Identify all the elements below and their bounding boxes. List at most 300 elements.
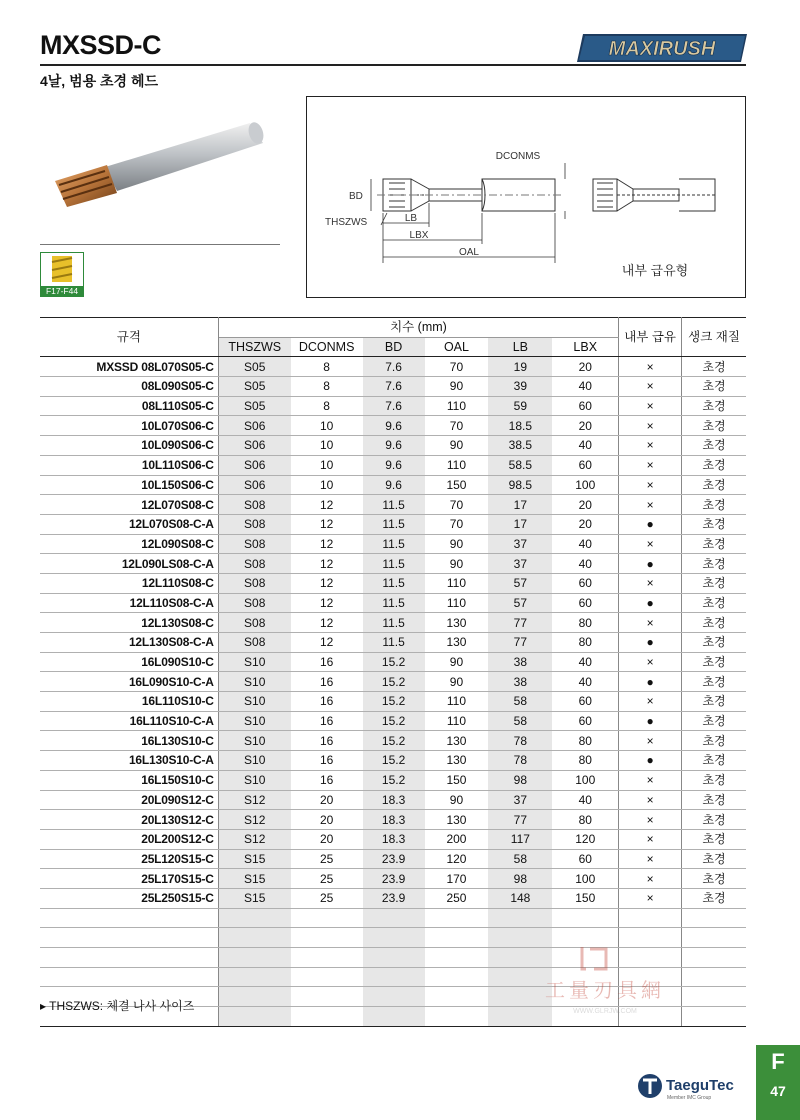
empty-cell [619, 908, 682, 928]
cell-model: 12L070S08-C [40, 495, 218, 515]
table-row [40, 534, 746, 554]
cell-model: 20L200S12-C [40, 829, 218, 849]
table-row [40, 357, 746, 377]
cell-coolant: ● [619, 633, 682, 653]
cell-model: 25L170S15-C [40, 869, 218, 889]
cell-bd: 7.6 [363, 377, 425, 397]
table-row [40, 692, 746, 712]
cell-model: 12L130S08-C-A [40, 633, 218, 653]
cell-shank: 초경 [682, 554, 746, 574]
cell-lb: 117 [488, 829, 552, 849]
cell-coolant: ● [619, 672, 682, 692]
cell-model: 12L110S08-C [40, 573, 218, 593]
cell-lbx: 60 [552, 396, 618, 416]
cell-dconms: 10 [291, 416, 363, 436]
cell-model: MXSSD 08L070S05-C [40, 357, 218, 377]
cell-bd: 9.6 [363, 475, 425, 495]
empty-cell [40, 928, 218, 948]
cell-bd: 11.5 [363, 514, 425, 534]
tool-image [45, 115, 275, 210]
cell-lbx: 60 [552, 573, 618, 593]
th-bd: BD [363, 337, 425, 357]
dimension-drawing [307, 97, 745, 297]
cell-lbx: 80 [552, 751, 618, 771]
cell-lb: 58.5 [488, 455, 552, 475]
cell-thszws: S08 [218, 613, 290, 633]
cell-shank: 초경 [682, 652, 746, 672]
cell-shank: 초경 [682, 711, 746, 731]
divider [40, 244, 280, 245]
cell-shank: 초경 [682, 888, 746, 908]
cell-shank: 초경 [682, 849, 746, 869]
cell-bd: 15.2 [363, 652, 425, 672]
cell-lbx: 40 [552, 652, 618, 672]
empty-cell [363, 928, 425, 948]
cell-bd: 11.5 [363, 534, 425, 554]
cell-bd: 7.6 [363, 396, 425, 416]
cell-dconms: 12 [291, 554, 363, 574]
cell-shank: 초경 [682, 672, 746, 692]
th-dconms: DCONMS [298, 340, 355, 355]
cell-bd: 11.5 [363, 593, 425, 613]
cell-thszws: S05 [218, 396, 290, 416]
cell-thszws: S06 [218, 416, 290, 436]
table-row [40, 711, 746, 731]
cell-oal: 70 [425, 357, 489, 377]
cell-thszws: S08 [218, 514, 290, 534]
empty-cell [218, 1007, 290, 1027]
table-row [40, 416, 746, 436]
cell-coolant: × [619, 455, 682, 475]
cell-shank: 초경 [682, 396, 746, 416]
cell-oal: 130 [425, 633, 489, 653]
watermark-chars: 工量刃具網 [545, 978, 665, 1002]
cell-coolant: × [619, 652, 682, 672]
table-row [40, 396, 746, 416]
cell-shank: 초경 [682, 514, 746, 534]
cell-lbx: 40 [552, 790, 618, 810]
cell-bd: 15.2 [363, 770, 425, 790]
cell-model: 16L150S10-C [40, 770, 218, 790]
cell-coolant: × [619, 810, 682, 830]
empty-cell [218, 967, 290, 987]
cell-coolant: × [619, 849, 682, 869]
empty-cell [425, 908, 489, 928]
empty-cell [682, 967, 746, 987]
empty-cell [291, 948, 363, 968]
cell-oal: 130 [425, 731, 489, 751]
table-row [40, 652, 746, 672]
empty-cell [40, 967, 218, 987]
cell-lbx: 40 [552, 554, 618, 574]
cell-lb: 77 [488, 633, 552, 653]
table-row [40, 731, 746, 751]
cell-dconms: 16 [291, 652, 363, 672]
section-letter: F [771, 1049, 785, 1074]
cell-thszws: S10 [218, 711, 290, 731]
cell-dconms: 12 [291, 593, 363, 613]
cell-oal: 200 [425, 829, 489, 849]
watermark-url: WWW.GLRJW.COM [573, 1008, 637, 1015]
empty-cell [682, 1007, 746, 1027]
cell-shank: 초경 [682, 692, 746, 712]
cell-dconms: 25 [291, 888, 363, 908]
cell-model: 16L110S10-C-A [40, 711, 218, 731]
table-row [40, 770, 746, 790]
table-row [40, 849, 746, 869]
table-row [40, 475, 746, 495]
cell-dconms: 20 [291, 829, 363, 849]
cell-lbx: 80 [552, 613, 618, 633]
cell-bd: 7.6 [363, 357, 425, 377]
cell-model: 12L130S08-C [40, 613, 218, 633]
cell-shank: 초경 [682, 829, 746, 849]
cell-lbx: 60 [552, 849, 618, 869]
cell-shank: 초경 [682, 593, 746, 613]
cell-lbx: 40 [552, 534, 618, 554]
cell-lb: 38 [488, 672, 552, 692]
cell-dconms: 8 [291, 396, 363, 416]
cell-thszws: S08 [218, 593, 290, 613]
cell-model: 12L070S08-C-A [40, 514, 218, 534]
cell-coolant: ● [619, 554, 682, 574]
cell-model: 10L090S06-C [40, 436, 218, 456]
cell-oal: 110 [425, 711, 489, 731]
th-dims: 치수 (mm) [218, 318, 618, 338]
cell-thszws: S08 [218, 633, 290, 653]
cell-bd: 18.3 [363, 790, 425, 810]
cell-lbx: 40 [552, 436, 618, 456]
empty-cell [682, 908, 746, 928]
cell-oal: 70 [425, 495, 489, 515]
cell-lbx: 20 [552, 495, 618, 515]
cell-coolant: × [619, 534, 682, 554]
cell-dconms: 25 [291, 849, 363, 869]
table-row [40, 790, 746, 810]
cell-shank: 초경 [682, 534, 746, 554]
cell-thszws: S15 [218, 849, 290, 869]
cell-thszws: S12 [218, 829, 290, 849]
th-oal: OAL [443, 340, 469, 355]
cell-model: 08L090S05-C [40, 377, 218, 397]
cell-thszws: S15 [218, 869, 290, 889]
cell-model: 12L090LS08-C-A [40, 554, 218, 574]
cell-lbx: 20 [552, 357, 618, 377]
cell-oal: 250 [425, 888, 489, 908]
empty-cell [291, 908, 363, 928]
table-row [40, 593, 746, 613]
cell-coolant: × [619, 475, 682, 495]
cell-lbx: 120 [552, 829, 618, 849]
cell-dconms: 12 [291, 495, 363, 515]
cell-lb: 98.5 [488, 475, 552, 495]
cell-lbx: 60 [552, 455, 618, 475]
cell-coolant: × [619, 396, 682, 416]
cell-model: 10L110S06-C [40, 455, 218, 475]
cell-model: 10L150S06-C [40, 475, 218, 495]
cell-lb: 57 [488, 593, 552, 613]
cell-lbx: 40 [552, 672, 618, 692]
cell-shank: 초경 [682, 357, 746, 377]
cell-oal: 130 [425, 751, 489, 771]
cell-bd: 15.2 [363, 692, 425, 712]
cell-thszws: S05 [218, 377, 290, 397]
cell-shank: 초경 [682, 475, 746, 495]
cell-lbx: 60 [552, 692, 618, 712]
table-row [40, 495, 746, 515]
cell-dconms: 12 [291, 534, 363, 554]
cell-model: 16L090S10-C-A [40, 672, 218, 692]
th-coolant: 내부 급유 [619, 318, 682, 357]
page-title: MXSSD-C [40, 30, 162, 60]
th-lbx: LBX [573, 340, 598, 355]
cell-oal: 90 [425, 534, 489, 554]
cell-dconms: 10 [291, 475, 363, 495]
cell-coolant: ● [619, 514, 682, 534]
cell-model: 16L090S10-C [40, 652, 218, 672]
cell-dconms: 20 [291, 790, 363, 810]
cell-shank: 초경 [682, 633, 746, 653]
cell-oal: 110 [425, 692, 489, 712]
cell-oal: 90 [425, 554, 489, 574]
cell-model: 12L110S08-C-A [40, 593, 218, 613]
cell-lb: 148 [488, 888, 552, 908]
cell-lbx: 80 [552, 810, 618, 830]
table-row [40, 613, 746, 633]
cell-dconms: 20 [291, 810, 363, 830]
cell-bd: 15.2 [363, 731, 425, 751]
cell-lbx: 60 [552, 593, 618, 613]
empty-cell [682, 987, 746, 1007]
cell-oal: 150 [425, 770, 489, 790]
empty-cell [40, 908, 218, 928]
cell-coolant: ● [619, 751, 682, 771]
empty-cell [363, 967, 425, 987]
cell-lb: 38.5 [488, 436, 552, 456]
cell-bd: 9.6 [363, 436, 425, 456]
table-row [40, 810, 746, 830]
cell-shank: 초경 [682, 790, 746, 810]
label-dconms: DCONMS [495, 151, 541, 162]
th-thszws: THSZWS [218, 337, 290, 357]
cell-coolant: × [619, 770, 682, 790]
cell-dconms: 12 [291, 573, 363, 593]
cell-dconms: 16 [291, 711, 363, 731]
empty-cell [40, 948, 218, 968]
cell-thszws: S05 [218, 357, 290, 377]
cell-shank: 초경 [682, 731, 746, 751]
cell-lb: 17 [488, 495, 552, 515]
cell-lbx: 20 [552, 514, 618, 534]
cell-lb: 77 [488, 810, 552, 830]
cell-bd: 18.3 [363, 810, 425, 830]
cell-thszws: S10 [218, 652, 290, 672]
cell-coolant: × [619, 436, 682, 456]
cell-thszws: S08 [218, 495, 290, 515]
cell-lbx: 100 [552, 475, 618, 495]
cell-thszws: S15 [218, 888, 290, 908]
table-row [40, 672, 746, 692]
empty-cell [682, 928, 746, 948]
table-row [40, 829, 746, 849]
label-thszws: THSZWS [325, 217, 368, 228]
taegutec-logo [637, 1072, 747, 1102]
cell-coolant: × [619, 613, 682, 633]
empty-cell [363, 1007, 425, 1027]
cell-lbx: 150 [552, 888, 618, 908]
th-shank: 생크 재질 [682, 318, 746, 357]
watermark [530, 945, 680, 1020]
cell-oal: 110 [425, 593, 489, 613]
cell-oal: 70 [425, 416, 489, 436]
cell-thszws: S10 [218, 692, 290, 712]
cell-shank: 초경 [682, 377, 746, 397]
cell-oal: 120 [425, 849, 489, 869]
cell-lb: 98 [488, 869, 552, 889]
cell-bd: 9.6 [363, 416, 425, 436]
cell-shank: 초경 [682, 573, 746, 593]
empty-cell [218, 987, 290, 1007]
empty-cell [682, 948, 746, 968]
cell-model: 16L130S10-C-A [40, 751, 218, 771]
cell-dconms: 8 [291, 377, 363, 397]
empty-cell [218, 948, 290, 968]
cell-lb: 39 [488, 377, 552, 397]
cell-coolant: ● [619, 711, 682, 731]
cell-bd: 11.5 [363, 573, 425, 593]
cell-dconms: 10 [291, 436, 363, 456]
cell-dconms: 8 [291, 357, 363, 377]
cell-oal: 90 [425, 377, 489, 397]
cell-thszws: S10 [218, 770, 290, 790]
coolant-caption: 내부 급유형 [621, 263, 689, 278]
cell-bd: 15.2 [363, 751, 425, 771]
spec-table [40, 317, 746, 1027]
cell-lb: 38 [488, 652, 552, 672]
cell-coolant: × [619, 416, 682, 436]
cell-shank: 초경 [682, 495, 746, 515]
cell-thszws: S08 [218, 554, 290, 574]
empty-cell [218, 908, 290, 928]
table-row [40, 436, 746, 456]
cell-model: 20L130S12-C [40, 810, 218, 830]
cell-bd: 23.9 [363, 888, 425, 908]
table-row [40, 751, 746, 771]
cell-model: 20L090S12-C [40, 790, 218, 810]
empty-cell [363, 987, 425, 1007]
cell-shank: 초경 [682, 770, 746, 790]
empty-cell [291, 928, 363, 948]
cell-model: 12L090S08-C [40, 534, 218, 554]
cell-coolant: × [619, 377, 682, 397]
cell-coolant: × [619, 888, 682, 908]
cell-shank: 초경 [682, 436, 746, 456]
cell-lb: 58 [488, 711, 552, 731]
cell-oal: 150 [425, 475, 489, 495]
cell-dconms: 16 [291, 751, 363, 771]
cell-model: 25L120S15-C [40, 849, 218, 869]
logo-text: MAXIRUSH [608, 38, 716, 60]
cell-thszws: S10 [218, 731, 290, 751]
cell-shank: 초경 [682, 455, 746, 475]
material-badge-label: F17-F44 [40, 286, 84, 297]
cell-lbx: 40 [552, 377, 618, 397]
empty-row [40, 908, 746, 928]
label-oal: OAL [458, 247, 480, 258]
label-bd: BD [349, 191, 363, 202]
cell-oal: 90 [425, 652, 489, 672]
table-row [40, 888, 746, 908]
cell-coolant: × [619, 829, 682, 849]
cell-shank: 초경 [682, 810, 746, 830]
cell-model: 10L070S06-C [40, 416, 218, 436]
cell-bd: 11.5 [363, 633, 425, 653]
table-row [40, 869, 746, 889]
empty-cell [291, 987, 363, 1007]
empty-cell [552, 908, 618, 928]
cell-dconms: 16 [291, 672, 363, 692]
cell-dconms: 12 [291, 633, 363, 653]
cell-oal: 90 [425, 436, 489, 456]
empty-cell [425, 967, 489, 987]
cell-model: 16L130S10-C [40, 731, 218, 751]
cell-lbx: 80 [552, 731, 618, 751]
empty-cell [425, 1007, 489, 1027]
empty-cell [363, 948, 425, 968]
cell-coolant: × [619, 790, 682, 810]
cell-oal: 170 [425, 869, 489, 889]
cell-model: 16L110S10-C [40, 692, 218, 712]
cell-oal: 110 [425, 455, 489, 475]
cell-thszws: S10 [218, 672, 290, 692]
cell-thszws: S06 [218, 475, 290, 495]
cell-coolant: × [619, 869, 682, 889]
maxirush-logo [575, 30, 750, 66]
brand-name: TaeguTec [666, 1077, 734, 1094]
table-row [40, 633, 746, 653]
cell-lb: 37 [488, 790, 552, 810]
empty-cell [425, 928, 489, 948]
empty-cell [363, 908, 425, 928]
cell-lbx: 80 [552, 633, 618, 653]
cell-coolant: ● [619, 593, 682, 613]
cell-oal: 110 [425, 573, 489, 593]
empty-cell [425, 948, 489, 968]
section-tab [756, 1045, 800, 1120]
cell-lbx: 20 [552, 416, 618, 436]
cell-thszws: S06 [218, 436, 290, 456]
cell-oal: 90 [425, 672, 489, 692]
cell-oal: 130 [425, 613, 489, 633]
cell-thszws: S10 [218, 751, 290, 771]
table-row [40, 514, 746, 534]
table-row [40, 554, 746, 574]
cell-model: 08L110S05-C [40, 396, 218, 416]
cell-oal: 110 [425, 396, 489, 416]
empty-cell [291, 967, 363, 987]
cell-lb: 19 [488, 357, 552, 377]
cell-lb: 17 [488, 514, 552, 534]
cell-thszws: S08 [218, 573, 290, 593]
th-spec: 규격 [40, 318, 218, 357]
cell-lb: 77 [488, 613, 552, 633]
cell-lbx: 60 [552, 711, 618, 731]
brand-sub: Member IMC Group [667, 1095, 712, 1101]
cell-model: 25L250S15-C [40, 888, 218, 908]
dimension-diagram [306, 96, 746, 298]
cell-lb: 57 [488, 573, 552, 593]
cell-thszws: S12 [218, 790, 290, 810]
